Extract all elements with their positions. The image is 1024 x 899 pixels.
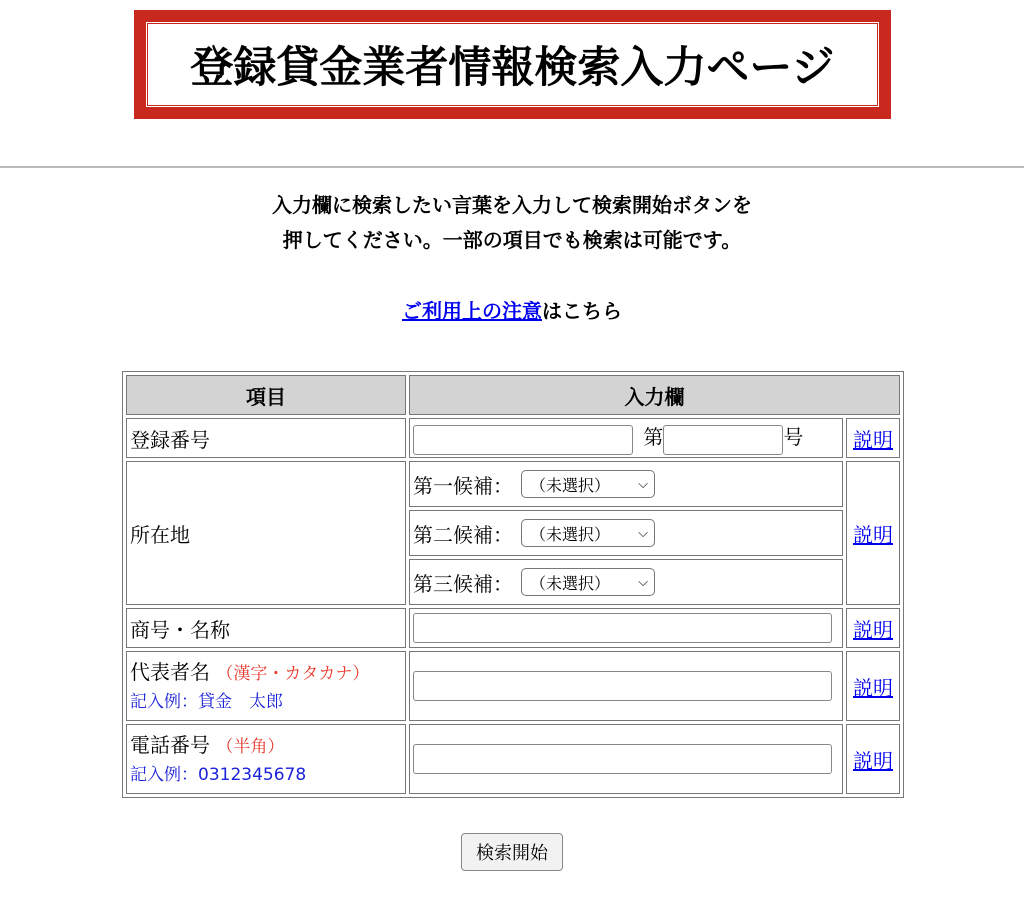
location-help-link[interactable]: 説明 <box>853 522 893 547</box>
location-candidate-1-select[interactable] <box>521 470 655 498</box>
phone-help-link[interactable]: 説明 <box>853 748 893 773</box>
page-title-inner <box>145 21 880 108</box>
registration-help-link[interactable]: 説明 <box>853 427 893 452</box>
chevron-down-icon: ⌵ <box>638 574 648 590</box>
chevron-down-icon: ⌵ <box>638 476 648 492</box>
header-item: 項目 <box>126 375 406 415</box>
trade-name-input-cell <box>409 608 843 648</box>
registration-input-cell <box>409 418 843 458</box>
representative-label: 代表者名 <box>130 660 210 684</box>
registration-middle-label: 第 <box>643 425 664 449</box>
location-label: 所在地 <box>126 461 406 605</box>
trade-name-help-cell <box>846 608 900 648</box>
registration-suffix-label: 号 <box>783 425 804 449</box>
representative-input-cell <box>409 651 843 721</box>
row-registration <box>126 418 900 458</box>
table-header-row <box>126 375 900 415</box>
divider <box>0 166 1024 168</box>
registration-help-cell <box>846 418 900 458</box>
page-title-frame <box>134 10 891 119</box>
registration-label: 登録番号 <box>126 418 406 458</box>
page-title: 登録貸金業者情報検索入力ページ <box>190 43 835 93</box>
trade-name-input[interactable] <box>413 613 832 643</box>
location-candidate-2-value: （未選択） <box>530 524 611 544</box>
trade-name-label: 商号・名称 <box>126 608 406 648</box>
phone-help-cell <box>846 724 900 794</box>
representative-note: （漢字・カタカナ） <box>216 664 370 684</box>
representative-example: 記入例：貸金 太郎 <box>130 692 283 712</box>
phone-label-cell <box>126 724 406 794</box>
location-candidate-1-label: 第一候補： <box>413 473 513 498</box>
location-candidate-3-select[interactable] <box>521 568 655 596</box>
phone-example: 記入例：0312345678 <box>130 765 307 785</box>
row-location-1 <box>126 461 900 507</box>
row-phone <box>126 724 900 794</box>
location-candidate-2-cell <box>409 510 843 556</box>
chevron-down-icon: ⌵ <box>638 525 648 541</box>
search-form-table <box>122 371 904 798</box>
location-candidate-3-value: （未選択） <box>530 573 611 593</box>
phone-note: （半角） <box>216 737 285 757</box>
representative-help-cell <box>846 651 900 721</box>
location-candidate-2-label: 第二候補： <box>413 522 513 547</box>
location-candidate-1-cell <box>409 461 843 507</box>
usage-notice-suffix: はこちら <box>542 299 622 323</box>
phone-input-cell <box>409 724 843 794</box>
row-representative <box>126 651 900 721</box>
usage-notice <box>0 296 1024 326</box>
usage-notice-link[interactable]: ご利用上の注意 <box>402 299 542 323</box>
representative-help-link[interactable]: 説明 <box>853 675 893 700</box>
location-candidate-2-select[interactable] <box>521 519 655 547</box>
location-help-cell <box>846 461 900 605</box>
header-input: 入力欄 <box>409 375 900 415</box>
trade-name-help-link[interactable]: 説明 <box>853 617 893 642</box>
search-start-button[interactable]: 検索開始 <box>461 833 563 871</box>
phone-input[interactable] <box>413 744 832 774</box>
registration-prefix-input[interactable] <box>413 425 633 455</box>
instructions-line-2: 押してください。一部の項目でも検索は可能です。 <box>282 228 742 252</box>
location-candidate-1-value: （未選択） <box>530 475 611 495</box>
representative-label-cell <box>126 651 406 721</box>
representative-input[interactable] <box>413 671 832 701</box>
phone-label: 電話番号 <box>130 733 210 757</box>
registration-number-input[interactable] <box>663 425 783 455</box>
location-candidate-3-cell <box>409 559 843 605</box>
instructions-line-1: 入力欄に検索したい言葉を入力して検索開始ボタンを <box>272 193 752 217</box>
row-trade-name <box>126 608 900 648</box>
instructions <box>0 188 1024 258</box>
location-candidate-3-label: 第三候補： <box>413 571 513 596</box>
